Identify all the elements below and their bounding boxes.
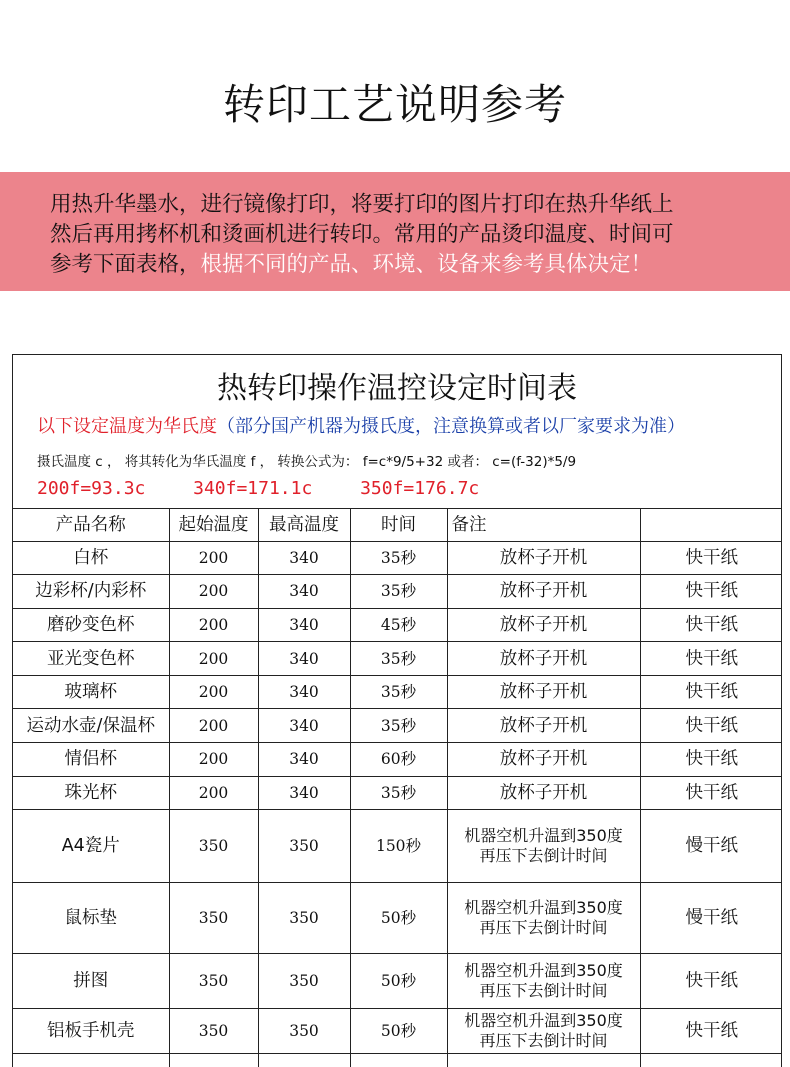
column-header: 最高温度 (258, 509, 350, 541)
max-temp-cell: 340 (258, 675, 350, 709)
time-cell: 35秒 (350, 575, 447, 609)
time-cell: 50秒 (350, 954, 447, 1009)
product-name-cell: 拼图 (13, 954, 169, 1009)
note-cell (447, 883, 640, 954)
paper-type-cell: 快干纸 (640, 1009, 782, 1054)
paper-type-cell: 快干纸 (640, 575, 782, 609)
empty-cell (169, 1054, 258, 1067)
temperature-time-table (12, 354, 782, 1067)
note-line: 机器空机升温到350度 (464, 961, 623, 981)
table-row (13, 883, 782, 954)
table-row (13, 675, 782, 709)
start-temp-cell: 200 (169, 541, 258, 575)
paper-type-cell: 快干纸 (640, 675, 782, 709)
unit-note (37, 412, 685, 438)
conversion-examples (37, 478, 521, 499)
paper-type-cell: 慢干纸 (640, 883, 782, 954)
max-temp-cell: 340 (258, 642, 350, 676)
note-cell (447, 954, 640, 1009)
start-temp-cell: 350 (169, 810, 258, 883)
note-cell: 放杯子开机 (447, 709, 640, 743)
table-row (13, 575, 782, 609)
note-line: 再压下去倒计时间 (479, 1031, 608, 1051)
table-row (13, 743, 782, 777)
note-cell: 放杯子开机 (447, 642, 640, 676)
column-header (640, 509, 782, 541)
paper-type-cell: 快干纸 (640, 608, 782, 642)
intro-line-2: 然后再用拷杯机和烫画机进行转印。常用的产品烫印温度、时间可 (50, 222, 674, 247)
paper-type-cell: 慢干纸 (640, 810, 782, 883)
time-cell: 50秒 (350, 883, 447, 954)
note-cell: 放杯子开机 (447, 541, 640, 575)
empty-cell (350, 1054, 447, 1067)
max-temp-cell: 340 (258, 575, 350, 609)
product-name-cell: 运动水壶/保温杯 (13, 709, 169, 743)
start-temp-cell: 350 (169, 1009, 258, 1054)
empty-cell (13, 1054, 169, 1067)
paper-type-cell: 快干纸 (640, 709, 782, 743)
table-row (13, 642, 782, 676)
start-temp-cell: 350 (169, 883, 258, 954)
time-cell: 150秒 (350, 810, 447, 883)
max-temp-cell: 350 (258, 1009, 350, 1054)
column-header: 起始温度 (169, 509, 258, 541)
note-line: 机器空机升温到350度 (464, 826, 623, 846)
intro-line-3 (50, 250, 790, 280)
table-row (13, 954, 782, 1009)
product-name-cell: 边彩杯/内彩杯 (13, 575, 169, 609)
max-temp-cell: 340 (258, 541, 350, 575)
product-name-cell: 亚光变色杯 (13, 642, 169, 676)
unit-note-red: 以下设定温度为华氏度 (37, 416, 217, 437)
time-cell: 35秒 (350, 642, 447, 676)
note-line: 再压下去倒计时间 (479, 846, 608, 866)
product-name-cell: 白杯 (13, 541, 169, 575)
intro-highlight: 根据不同的产品、环境、设备来参考具体决定！ (200, 252, 653, 277)
max-temp-cell: 340 (258, 776, 350, 810)
start-temp-cell: 200 (169, 709, 258, 743)
time-cell: 60秒 (350, 743, 447, 777)
product-name-cell: 磨砂变色杯 (13, 608, 169, 642)
intro-line-1: 用热升华墨水，进行镜像打印，将要打印的图片打印在热升华纸上 (50, 192, 674, 217)
time-cell: 35秒 (350, 709, 447, 743)
paper-type-cell: 快干纸 (640, 776, 782, 810)
max-temp-cell: 350 (258, 810, 350, 883)
note-line: 再压下去倒计时间 (479, 918, 608, 938)
paper-type-cell: 快干纸 (640, 954, 782, 1009)
start-temp-cell: 200 (169, 608, 258, 642)
column-header: 备注 (447, 509, 640, 541)
start-temp-cell: 350 (169, 954, 258, 1009)
time-cell: 45秒 (350, 608, 447, 642)
column-header: 时间 (350, 509, 447, 541)
paper-type-cell: 快干纸 (640, 541, 782, 575)
note-cell: 放杯子开机 (447, 608, 640, 642)
conversion-example: 200f=93.3c (37, 478, 146, 499)
empty-cell (447, 1054, 640, 1067)
intro-line-3-text: 参考下面表格， (50, 252, 201, 277)
note-cell (447, 1009, 640, 1054)
time-cell: 50秒 (350, 1009, 447, 1054)
start-temp-cell: 200 (169, 575, 258, 609)
max-temp-cell: 340 (258, 709, 350, 743)
paper-type-cell: 快干纸 (640, 743, 782, 777)
note-cell: 放杯子开机 (447, 575, 640, 609)
table-row (13, 709, 782, 743)
empty-cell (640, 1054, 782, 1067)
table-row (13, 1009, 782, 1054)
note-cell: 放杯子开机 (447, 675, 640, 709)
time-cell: 35秒 (350, 675, 447, 709)
max-temp-cell: 350 (258, 954, 350, 1009)
paper-type-cell: 快干纸 (640, 642, 782, 676)
start-temp-cell: 200 (169, 743, 258, 777)
product-name-cell: 鼠标垫 (13, 883, 169, 954)
start-temp-cell: 200 (169, 675, 258, 709)
note-line: 再压下去倒计时间 (479, 981, 608, 1001)
note-cell (447, 810, 640, 883)
note-cell: 放杯子开机 (447, 776, 640, 810)
start-temp-cell: 200 (169, 642, 258, 676)
product-name-cell: 铝板手机壳 (13, 1009, 169, 1054)
settings-table (13, 509, 782, 1067)
intro-band (0, 172, 790, 291)
column-header: 产品名称 (13, 509, 169, 541)
time-cell: 35秒 (350, 541, 447, 575)
max-temp-cell: 350 (258, 883, 350, 954)
max-temp-cell: 340 (258, 608, 350, 642)
note-line: 机器空机升温到350度 (464, 1011, 623, 1031)
table-header-block (13, 355, 781, 509)
start-temp-cell: 200 (169, 776, 258, 810)
max-temp-cell: 340 (258, 743, 350, 777)
conversion-formula: 摄氏温度 c ， 将其转化为华氏温度 f ， 转换公式为： f=c*9/5+32 或者： c=(f-32)*5/9 (37, 454, 577, 470)
note-cell: 放杯子开机 (447, 743, 640, 777)
product-name-cell: 珠光杯 (13, 776, 169, 810)
empty-cell (258, 1054, 350, 1067)
conversion-example: 340f=171.1c (193, 478, 313, 499)
table-row (13, 608, 782, 642)
table-row (13, 1054, 782, 1067)
product-name-cell: 情侣杯 (13, 743, 169, 777)
unit-note-blue: （部分国产机器为摄氏度，注意换算或者以厂家要求为准） (217, 416, 685, 437)
column-header-row (13, 509, 782, 541)
table-row (13, 541, 782, 575)
note-line: 机器空机升温到350度 (464, 898, 623, 918)
table-row (13, 810, 782, 883)
product-name-cell: 玻璃杯 (13, 675, 169, 709)
table-row (13, 776, 782, 810)
table-title: 热转印操作温控设定时间表 (217, 371, 577, 406)
time-cell: 35秒 (350, 776, 447, 810)
conversion-example: 350f=176.7c (360, 478, 480, 499)
page-title: 转印工艺说明参考 (222, 80, 567, 129)
product-name-cell: A4瓷片 (13, 810, 169, 883)
